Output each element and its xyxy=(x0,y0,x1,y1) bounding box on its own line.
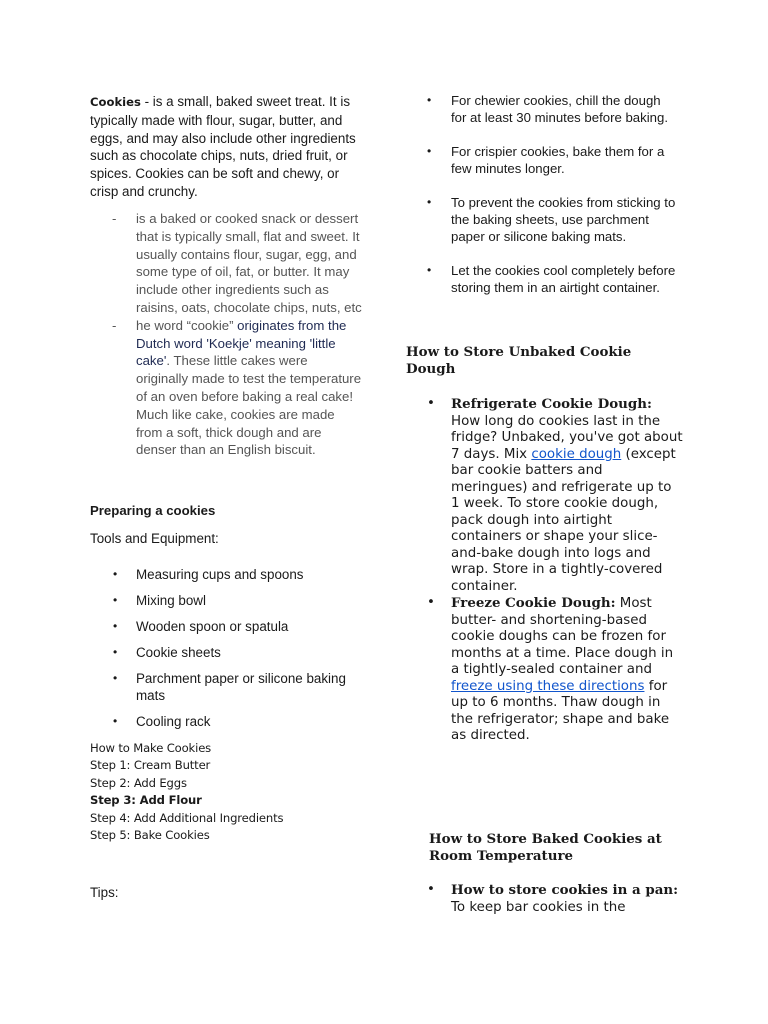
list-item xyxy=(406,595,683,745)
step-line: Step 2: Add Eggs xyxy=(90,775,187,790)
pan-label: How to store cookies in a pan: xyxy=(451,882,679,898)
list-item: • Parchment paper or silicone baking mats xyxy=(90,670,362,704)
list-item: • Cooling rack xyxy=(90,713,362,730)
unbaked-list xyxy=(406,396,683,745)
freeze-directions-link[interactable]: freeze using these directions xyxy=(451,678,645,694)
pan-text: To keep bar cookies in the xyxy=(451,899,626,915)
baked-list xyxy=(406,882,683,916)
list-item: • Measuring cups and spoons xyxy=(90,566,362,583)
step-line: Step 5: Bake Cookies xyxy=(90,828,210,843)
step-line: Step 4: Add Additional Ingredients xyxy=(90,810,284,825)
preparing-heading: Preparing a cookies xyxy=(90,503,216,518)
definition-text: he word “cookie” xyxy=(136,317,238,333)
intro-paragraph xyxy=(90,93,358,201)
list-item: • For crispier cookies, bake them for a few minutes longer. xyxy=(406,143,679,177)
list-item: • Cookie sheets xyxy=(90,644,362,661)
steps-block xyxy=(90,740,283,844)
tips-heading: Tips: xyxy=(90,885,119,900)
definition-text: is a baked or cooked snack or dessert that is typically small, flat and sweet. It usually contains flour, sugar, egg, and some type of oil, fat, or butter. It may include other ingredients such as raisins, oats, chocolate chips, nuts, etc xyxy=(136,211,362,315)
list-item xyxy=(90,317,362,459)
list-item: • Mixing bowl xyxy=(90,592,362,609)
list-item: • Wooden spoon or spatula xyxy=(90,618,362,635)
list-item xyxy=(406,882,683,916)
steps-title: How to Make Cookies xyxy=(90,741,212,755)
refrigerate-text: (except bar cookie batters and meringues) and refrigerate up to 1 week. To store cookie dough, pack dough into airtight containers or shape your slice-and-bake dough into logs and wrap. Store in a tightly-covered container. xyxy=(451,446,676,594)
step-line: Step 3: Add Flour xyxy=(90,793,202,808)
intro-text: - is a small, baked sweet treat. It is typically made with flour, sugar, butter, and eggs, and may also include other ingredients such as chocolate chips, nuts, dried fruit, or spices. Cookies can be soft and chewy, or crisp and crunchy. xyxy=(90,94,356,199)
unbaked-heading: How to Store Unbaked Cookie Dough xyxy=(406,344,632,377)
definition-highlight: originates from the Dutch word 'Koekje' meaning 'little cake' xyxy=(136,317,347,369)
refrigerate-text: How long do cookies last in the fridge? Unbaked, you've got about 7 days. Mix xyxy=(451,413,683,462)
cookie-dough-link[interactable]: cookie dough xyxy=(531,446,622,462)
freeze-label: Freeze Cookie Dough: xyxy=(451,595,616,611)
definition-list xyxy=(90,210,362,459)
step-line: Step 1: Cream Butter xyxy=(90,758,211,773)
intro-term: Cookies xyxy=(90,95,141,109)
list-item xyxy=(406,396,683,595)
list-item: • For chewier cookies, chill the dough for at least 30 minutes before baking. xyxy=(406,92,679,126)
baked-heading: How to Store Baked Cookies at Room Temperature xyxy=(429,831,662,864)
list-item: • Let the cookies cool completely before storing them in an airtight container. xyxy=(406,262,679,296)
tools-heading: Tools and Equipment: xyxy=(90,531,219,546)
definition-text: . These little cakes were originally made to test the temperature of an oven before baking a real cake! Much like cake, cookies are made from a soft, thick dough and are denser than an English biscuit. xyxy=(136,353,362,458)
list-item: • To prevent the cookies from sticking to the baking sheets, use parchment paper or silicone baking mats. xyxy=(406,194,679,245)
list-item xyxy=(90,210,362,317)
tools-list xyxy=(90,566,362,739)
tips-list xyxy=(406,92,679,313)
refrigerate-label: Refrigerate Cookie Dough: xyxy=(451,396,652,412)
freeze-text: Most butter- and shortening-based cookie doughs can be frozen for months at a time. Place dough in a tightly-sealed container and xyxy=(451,596,674,677)
freeze-text: for up to 6 months. Thaw dough in the refrigerator; shape and bake as directed. xyxy=(451,678,670,743)
